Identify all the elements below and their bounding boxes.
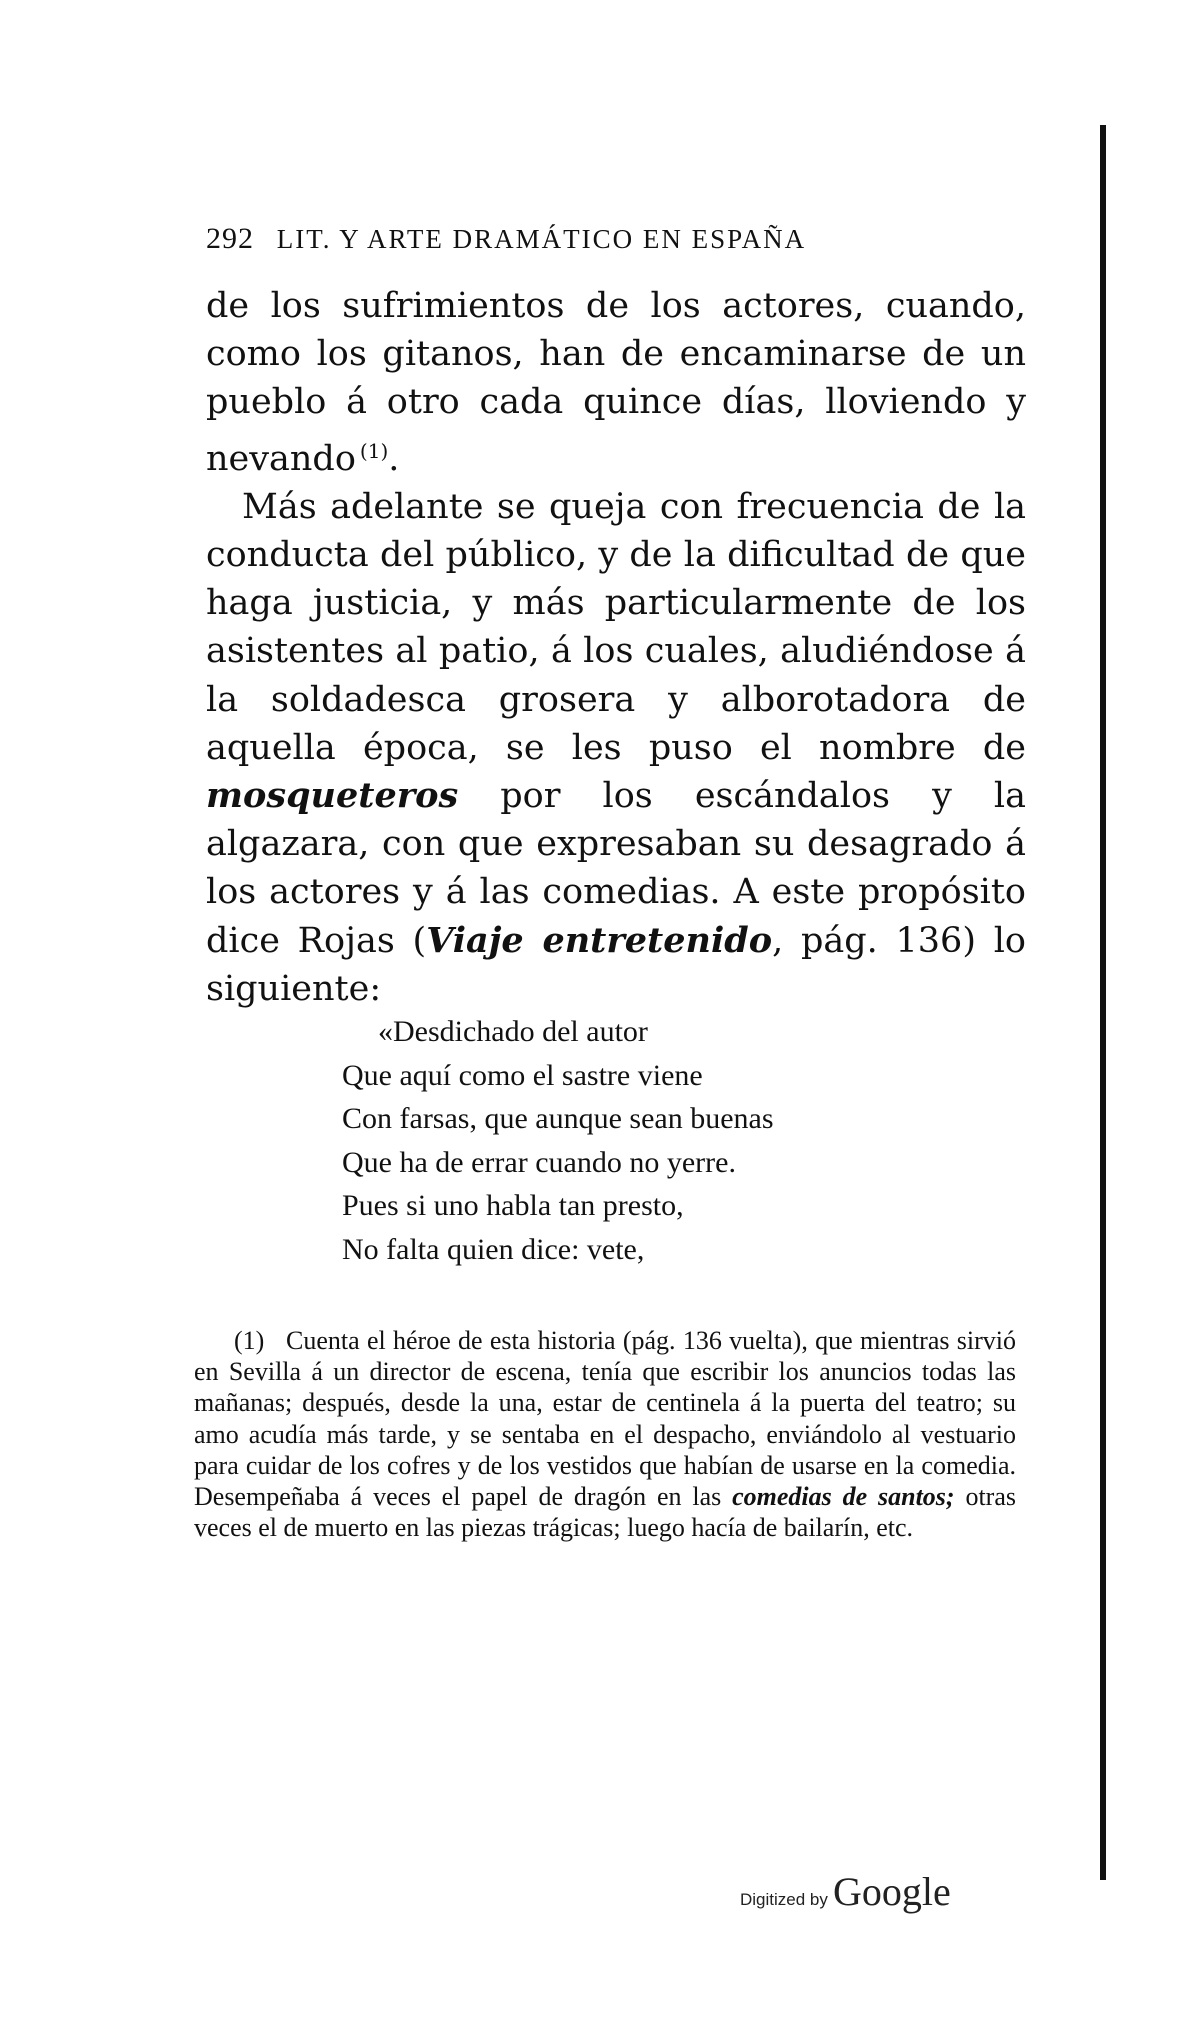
running-header <box>206 222 806 256</box>
verse-quote <box>342 1010 774 1272</box>
paragraph-1 <box>206 282 1026 483</box>
page-edge-line <box>1100 125 1106 1880</box>
footnote <box>194 1325 1016 1543</box>
page-number: 292 <box>206 222 254 255</box>
paragraph-2-text-a: Más adelante se queja con frecuencia de la conducta del público, y de la dificultad de que haga justicia, y más particularmente de los asistentes al patio, á los cuales, aludiéndose á la soldadesca grosera y alborotadora de aquella época, se les puso el nombre de <box>206 486 1026 768</box>
watermark-prefix: Digitized by <box>740 1890 828 1909</box>
main-text <box>206 282 1026 1013</box>
verse-line: Pues si uno habla tan presto, <box>342 1189 684 1223</box>
italic-term: mosqueteros <box>206 775 459 817</box>
watermark-brand: Google <box>832 1869 951 1914</box>
verse-line: «Desdichado del autor <box>378 1015 648 1048</box>
running-title: LIT. Y ARTE DRAMÁTICO EN ESPAÑA <box>276 224 807 254</box>
verse-line: Que ha de errar cuando no yerre. <box>342 1145 736 1179</box>
paragraph-2-text-c: , pág. 136) lo siguiente: <box>206 920 1026 1009</box>
paragraph-2 <box>206 483 1026 1013</box>
footnote-text-a: Cuenta el héroe de esta historia (pág. 136 vuelta), que mientras sirvió en Sevilla á un director de escena, tenía que escribir los anuncios todas las mañanas; después, desde la una, estar de centinela á la puerta del teatro; su amo acudía más tarde, y se sentaba en el despacho, enviándolo al vestuario para cuidar de los cofres y de los vestidos que habían de usarse en la comedia. Desempeñaba á veces el papel de dragón en las <box>194 1326 1016 1512</box>
verse-line: Que aquí como el sastre viene <box>342 1058 703 1092</box>
footnote-marker: (1) <box>234 1326 265 1355</box>
verse-line: No falta quien dice: vete, <box>342 1232 645 1266</box>
footnote-text-b: otras veces el de muerto en las piezas trágicas; luego hacía de bailarín, etc. <box>194 1482 1016 1543</box>
verse-line: Con farsas, que aunque sean buenas <box>342 1102 774 1136</box>
paragraph-1-text: de los sufrimientos de los actores, cuando, como los gitanos, han de encaminarse de un pueblo á otro cada quince días, lloviendo y nevando <box>206 286 1026 479</box>
book-title: Viaje entretenido <box>426 919 773 961</box>
footnote-italic: comedias de santos; <box>732 1482 955 1512</box>
paragraph-1-end: . <box>388 438 400 479</box>
paragraph-2-text-b: por los escándalos y la algazara, con que expresaban su desagrado á los actores y á las comedias. A este propósito dice Rojas ( <box>206 776 1026 961</box>
digitized-watermark <box>740 1868 951 1915</box>
footnote-reference: (1) <box>359 438 389 463</box>
